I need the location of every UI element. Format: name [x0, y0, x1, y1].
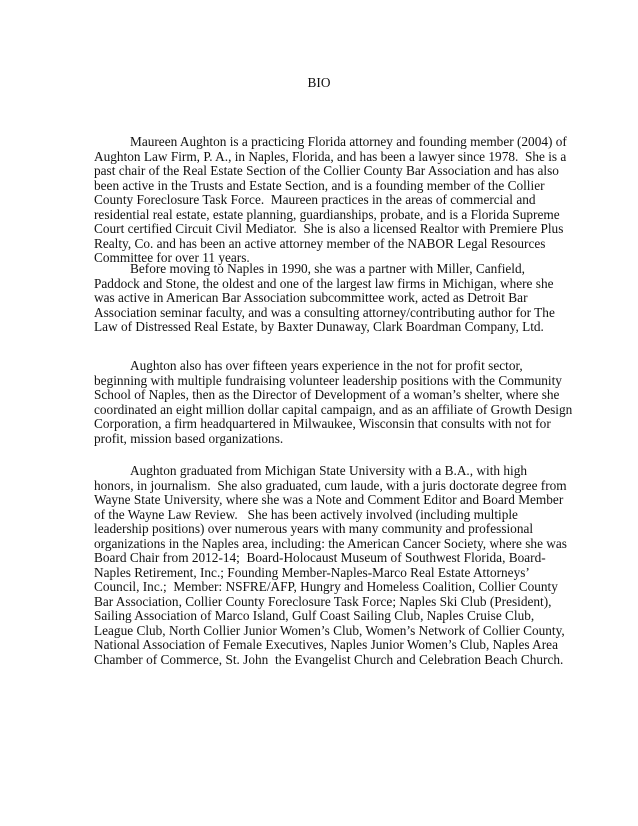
text-line: School of Naples, then as the Director of Development of a woman’s shelter, where she: [94, 387, 560, 402]
bio-paragraph-3: [94, 358, 573, 446]
text-line: Bar Association, Collier County Foreclosure Task Force; Naples Ski Club (President),: [94, 593, 552, 609]
text-line: past chair of the Real Estate Section of the Collier County Bar Association and has also: [94, 163, 559, 178]
text-line: organizations in the Naples area, including: the American Cancer Society, where she was: [94, 535, 567, 551]
text-line: Before moving to Naples in 1990, she was a partner with Miller, Canfield,: [130, 261, 525, 276]
text-line: County Foreclosure Task Force. Maureen practices in the areas of commercial and: [94, 192, 536, 207]
text-line: Aughton graduated from Michigan State University with a B.A., with high: [130, 463, 527, 478]
text-line: Association seminar faculty, and was a consulting attorney/contributing author for The: [94, 304, 555, 320]
text-line: Paddock and Stone, the oldest and one of the largest law firms in Michigan, where she: [94, 275, 554, 291]
text-line: Corporation, a firm headquartered in Milwaukee, Wisconsin that consults with not for: [94, 416, 551, 431]
text-line: National Association of Female Executives, Naples Junior Women’s Club, Naples Area: [94, 637, 558, 652]
text-line: Aughton also has over fifteen years experience in the not for profit sector,: [130, 358, 523, 373]
text-line: leadership positions) over numerous years with many community and professional: [94, 521, 534, 536]
text-line: Chamber of Commerce, St. John the Evangelist Church and Celebration Beach Church.: [94, 651, 564, 667]
text-line: Committee for over 11 years.: [94, 250, 250, 265]
text-line: Court certified Circuit Civil Mediator. She is also a licensed Realtor with Premiere Plus: [94, 221, 564, 236]
text-line: beginning with multiple fundraising volunteer leadership positions with the Community: [94, 372, 562, 388]
bio-paragraph-4: [94, 463, 567, 667]
text-line: League Club, North Collier Junior Women’s Club, Women’s Network of Collier County,: [94, 622, 565, 638]
text-line: Wayne State University, where she was a Note and Comment Editor and Board Member: [94, 492, 564, 507]
text-line: Maureen Aughton is a practicing Florida attorney and founding member (2004) of: [130, 134, 567, 149]
bio-paragraph-2: [94, 262, 554, 335]
text-line: residential real estate, estate planning, guardianships, probate, and is a Florida Supreme: [94, 206, 560, 222]
text-line: of the Wayne Law Review. She has been actively involved (including multiple: [94, 506, 518, 522]
text-line: Council, Inc.; Member: NSFRE/AFP, Hungry and Homeless Coalition, Collier County: [94, 579, 558, 594]
document-title: BIO: [307, 75, 331, 90]
text-line: coordinated an eight million dollar capital campaign, and as an affiliate of Growth Design: [94, 401, 573, 417]
text-line: Law of Distressed Real Estate, by Baxter Dunaway, Clark Boardman Company, Ltd.: [94, 319, 544, 334]
bio-paragraph-1: [94, 134, 567, 266]
text-line: was active in American Bar Association subcommittee work, acted as Detroit Bar: [94, 290, 528, 305]
text-line: Naples Retirement, Inc.; Founding Member-Naples-Marco Real Estate Attorneys’: [94, 564, 530, 580]
text-line: honors, in journalism. She also graduated, cum laude, with a juris doctorate degree from: [94, 477, 567, 493]
text-line: Realty, Co. and has been an active attorney member of the NABOR Legal Resources: [94, 235, 546, 251]
text-line: profit, mission based organizations.: [94, 430, 284, 446]
text-line: Sailing Association of Marco Island, Gulf Coast Sailing Club, Naples Cruise Club,: [94, 608, 535, 623]
text-line: Aughton Law Firm, P. A., in Naples, Florida, and has been a lawyer since 1978. She is a: [94, 148, 567, 164]
text-line: been active in the Trusts and Estate Section, and is a founding member of the Collier: [94, 177, 545, 193]
text-line: Board Chair from 2012-14; Board-Holocaust Museum of Southwest Florida, Board-: [94, 550, 546, 565]
